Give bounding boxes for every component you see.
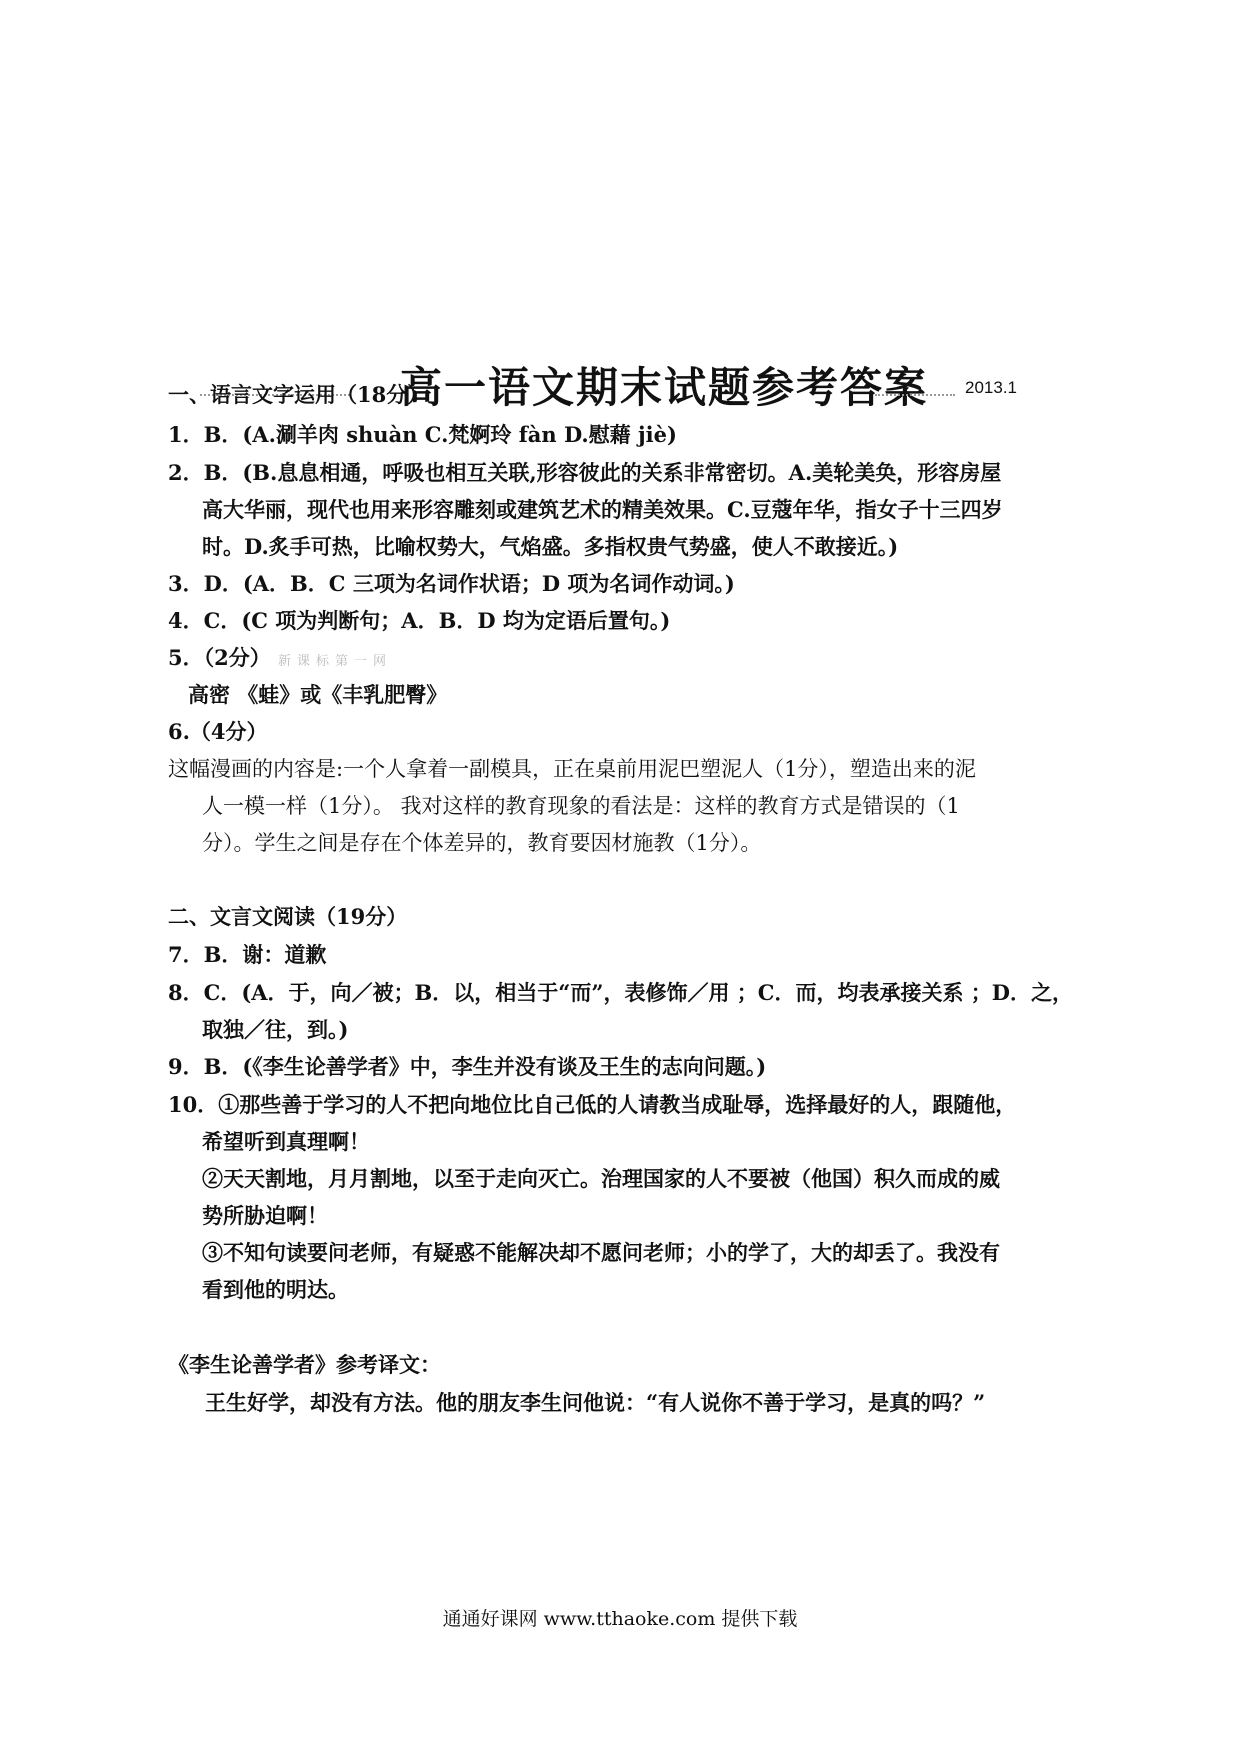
answer-10-line4: 势所胁迫啊！ (202, 1203, 328, 1228)
answer-7: 7．B．谢：道歉 (168, 942, 327, 967)
answer-10-line1: 10．①那些善于学习的人不把向地位比自己低的人请教当成耻辱，选择最好的人，跟随他， (168, 1092, 1017, 1117)
answer-2-line3: 时。D.炙手可热，比喻权势大，气焰盛。多指权贵气势盛，使人不敢接近。) (202, 534, 899, 559)
answer-5: 高密 《蛙》或《丰乳肥臀》 (188, 682, 448, 707)
footer-source: 通通好课网 www.tthaoke.com 提供下载 (442, 1608, 798, 1630)
watermark-text: 新课标第一网 (278, 654, 393, 669)
answer-6-label: 6.（4分） (168, 719, 268, 744)
answer-6-line1: 这幅漫画的内容是:一个人拿着一副模具，正在桌前用泥巴塑泥人（1分），塑造出来的泥 (168, 757, 976, 781)
answer-8-line2: 取独／往，到。) (202, 1017, 349, 1042)
answer-5-score: 5．（2分） (168, 645, 271, 670)
answer-5-label (168, 643, 392, 677)
translation-heading: 《李生论善学者》参考译文： (168, 1352, 441, 1377)
answer-2-line2: 高大华丽，现代也用来形容雕刻或建筑艺术的精美效果。C.豆蔻年华，指女子十三四岁 (202, 497, 1003, 522)
answer-4: 4．C．(C 项为判断句；A．B．D 均为定语后置句。) (168, 608, 671, 633)
page-title: 高一语文期末试题参考答案 (400, 363, 929, 412)
section2-heading: 二、文言文阅读（19分） (168, 904, 408, 929)
translation-line1: 王生好学，却没有方法。他的朋友李生问他说：“有人说你不善于学习，是真的吗？” (205, 1390, 986, 1415)
section1-heading: 一、语言文字运用（18分） (168, 382, 429, 407)
answer-3: 3．D．(A．B．C 三项为名词作状语；D 项为名词作动词。) (168, 571, 735, 596)
answer-10-line3: ②天天割地，月月割地，以至于走向灭亡。治理国家的人不要被（他国）积久而成的威 (202, 1166, 1000, 1191)
exam-date: 2013.1 (965, 378, 1017, 397)
answer-10-line6: 看到他的明达。 (202, 1277, 349, 1302)
answer-9: 9．B．(《李生论善学者》中，李生并没有谈及王生的志向问题。) (168, 1054, 767, 1079)
answer-2-line1: 2．B．(B.息息相通，呼吸也相互关联,形容彼此的关系非常密切。A.美轮美奂，形容房屋 (168, 460, 1002, 485)
answer-6-line2: 人一模一样（1分）。 我对这样的教育现象的看法是：这样的教育方式是错误的（1 (202, 794, 960, 818)
answer-10-line2: 希望听到真理啊！ (202, 1129, 370, 1154)
answer-1: 1．B．(A.涮羊肉 shuàn C.梵婀玲 fàn D.慰藉 jiè) (168, 422, 677, 447)
answer-8-line1: 8．C．(A．于，向／被；B．以，相当于“而”，表修饰／用 ；C．而，均表承接关系 ；D．之， (168, 980, 1074, 1005)
answer-6-line3: 分）。学生之间是存在个体差异的，教育要因材施教（1分）。 (202, 831, 762, 855)
title-leader-right (875, 390, 955, 396)
answer-10-line5: ③不知句读要问老师，有疑惑不能解决却不愿问老师；小的学了，大的却丢了。我没有 (202, 1240, 1000, 1265)
